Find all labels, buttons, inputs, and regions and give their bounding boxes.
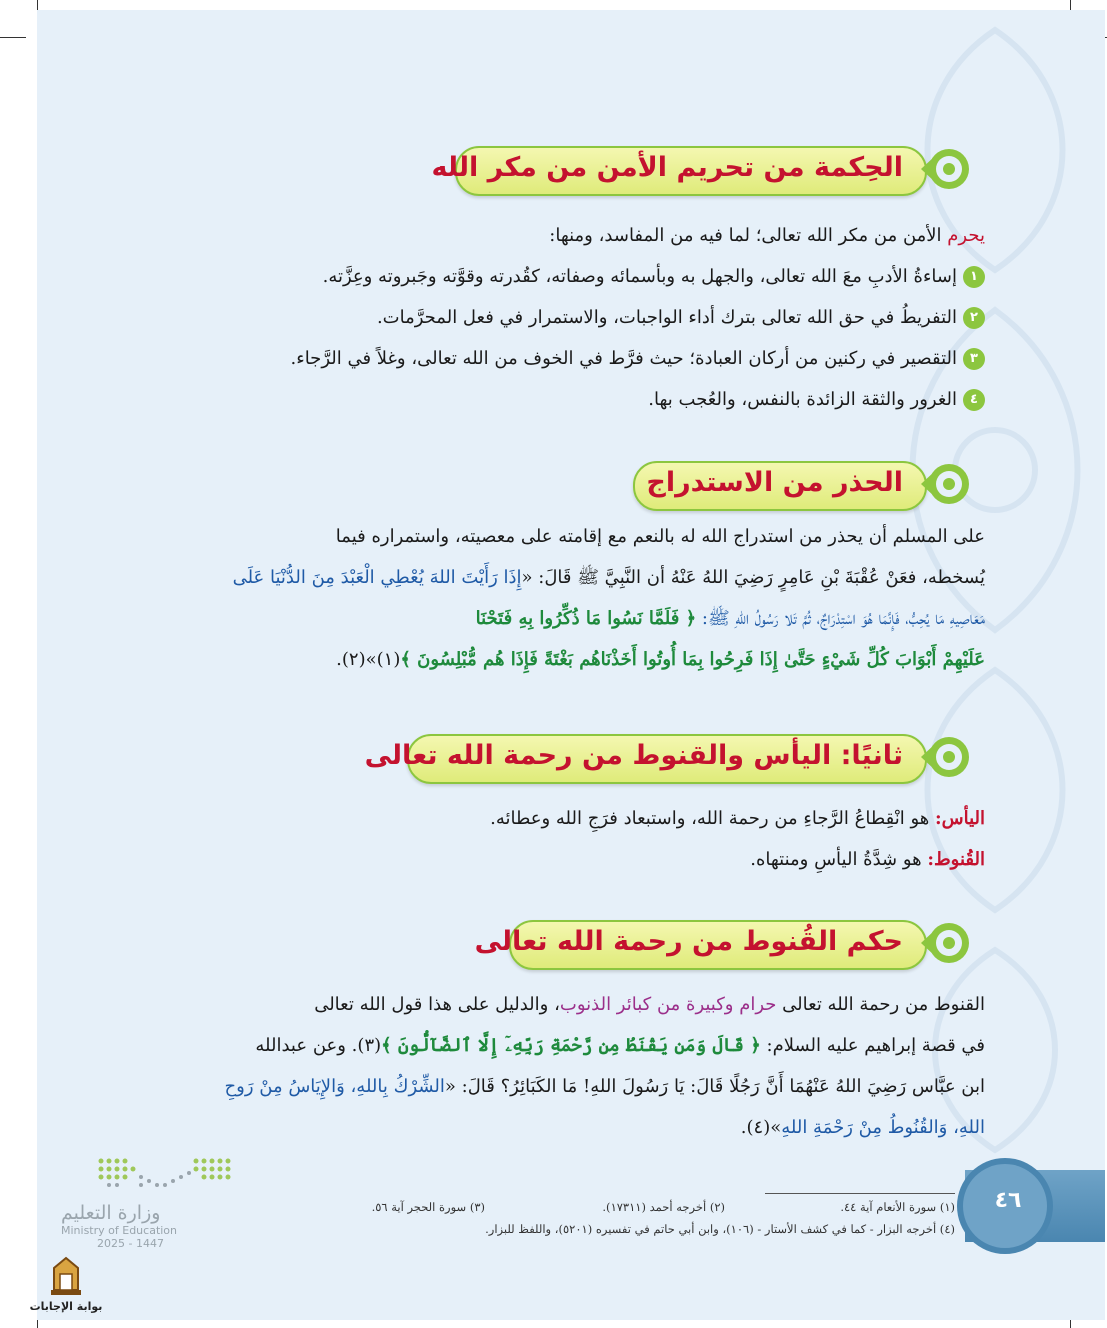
- section2-body: [155, 516, 985, 680]
- footnote-divider: [765, 1193, 955, 1194]
- list-item: [165, 379, 985, 420]
- verse-text: ﴿ فَلَمَّا نَسُوا مَا ذُكِّرُوا بِهِ فَتَحْنَا: [475, 608, 697, 629]
- section-title-text: حكم القُنوط من رحمة الله تعالى: [474, 926, 903, 957]
- footnote-2: (٢) أخرجه أحمد (١٧٣١١).: [602, 1200, 725, 1214]
- paragraph-line: [155, 639, 985, 680]
- crop-mark: [0, 37, 26, 38]
- list-item-text: التفريطُ في حق الله تعالى بترك أداء الواجبات، والاستمرار في فعل المحرَّمات.: [376, 307, 957, 328]
- item-number-badge: ٢: [963, 307, 985, 329]
- section-title-despair: [364, 730, 973, 784]
- term-despair: اليأس:: [934, 808, 985, 829]
- list-item-text: الغرور والثقة الزائدة بالنفس، والعُجب بها.: [648, 389, 957, 410]
- list-item: [165, 256, 985, 297]
- section-title-ruling: [474, 916, 973, 970]
- watermark-text: بوابة الإجابات: [29, 1300, 103, 1313]
- paragraph-line: [155, 1025, 985, 1066]
- hadith-text: إِذَا رَأَيْتَ اللهَ يُعْطِي الْعَبْدَ مِنَ الدُّنْيَا عَلَى: [232, 567, 522, 588]
- footnote-refs: (١)»(٢).: [336, 649, 401, 670]
- item-number-badge: ١: [963, 266, 985, 288]
- paragraph-text: القنوط من رحمة الله تعالى: [776, 994, 985, 1015]
- section-title-text: الحذر من الاستدراج: [646, 467, 903, 498]
- section3-body: [285, 798, 985, 880]
- ministry-logo: [61, 1156, 231, 1250]
- paragraph-text: في قصة إبراهيم عليه السلام:: [760, 1035, 985, 1056]
- footnote-4: (٤) أخرجه البزار - كما في كشف الأستار - (١٠٦)، وابن أبي حاتم في تفسيره (٥٢٠١)، واللفظ للبزار.: [485, 1222, 955, 1236]
- term-qunut: القُنوط:: [927, 849, 985, 870]
- verse-text: ﴿ قَالَ وَمَن يَقْنَطُ مِن رَّحْمَةِ رَبِّهِۦٓ إِلَّا ٱلضَّآلُّونَ ﴾: [381, 1035, 761, 1056]
- paragraph-text: ، والدليل على هذا قول الله تعالى: [314, 994, 560, 1015]
- hadith-text: مَعَاصِيهِ مَا يُحِبُّ، فَإِنَّمَا هُوَ اسْتِدْرَاجٌ، ثُمَّ تَلا رَسُولُ اللهِ ﷺ:: [696, 608, 985, 629]
- paragraph-line: [155, 1107, 985, 1148]
- footnote-3: (٣) سورة الحجر آية ٥٦.: [371, 1200, 485, 1214]
- ministry-name-en: Ministry of Education: [61, 1224, 178, 1237]
- page-number: ٤٦: [994, 1188, 1022, 1213]
- section4-body: [155, 984, 985, 1148]
- list-item-text: إساءةُ الأدبِ معَ الله تعالى، والجهل به وبأسمائه وصفاته، كقُدرته وقوَّته وجَبروته وعِزَّته.: [322, 266, 957, 287]
- intro-text: الأمن من مكر الله تعالى؛ لما فيه من المفاسد، ومنها:: [549, 225, 948, 246]
- flower-badge-icon: [915, 916, 973, 970]
- section1-body: [165, 215, 985, 420]
- ministry-year: 2025 - 1447: [97, 1237, 164, 1250]
- intro-line: [165, 215, 985, 256]
- section-title-text: الحِكمة من تحريم الأمن من مكر الله: [431, 152, 903, 183]
- section-title-text: ثانيًا: اليأس والقنوط من رحمة الله تعالى: [364, 740, 903, 771]
- hadith-text: الشِّرْكُ بِاللهِ، وَالإِيَاسُ مِنْ رَوحِ: [224, 1076, 445, 1097]
- intro-highlight: يحرم: [947, 225, 985, 246]
- paragraph-line: [155, 598, 985, 639]
- definition-line: [285, 839, 985, 880]
- section-title-wisdom: [431, 142, 973, 196]
- verse-text: عَلَيْهِمْ أَبْوَابَ كُلِّ شَيْءٍ حَتَّىٰ إِذَا فَرِحُوا بِمَا أُوتُوا أَخَذْنَاهُم بَغْتَةً فَإِذَا هُم مُّبْلِسُونَ ﴾: [400, 649, 985, 670]
- item-number-badge: ٤: [963, 389, 985, 411]
- paragraph-line: [155, 557, 985, 598]
- item-number-badge: ٣: [963, 348, 985, 370]
- definition-line: [285, 798, 985, 839]
- hadith-text: اللهِ، وَالقُنُوطُ مِنْ رَحْمَةِ اللهِ: [781, 1117, 985, 1138]
- list-item-text: التقصير في ركنين من أركان العبادة؛ حيث فرَّط في الخوف من الله تعالى، وغلاً في الرَّجاء.: [290, 348, 957, 369]
- footnote-refs: »(٤).: [740, 1117, 782, 1138]
- paragraph-line: على المسلم أن يحذر من استدراج الله له بالنعم مع إقامته على معصيته، واستمراره فيما: [335, 526, 985, 547]
- narration-text: ابن عبَّاس رَضِيَ اللهُ عَنْهُمَا أَنَّ رَجُلًا قَالَ: يَا رَسُولَ اللهِ! مَا الكَبَائِرُ؟ قَالَ: «: [444, 1076, 985, 1097]
- definition-text: هو انْقِطاعُ الرَّجاءِ من رحمة الله، واستبعاد فرَجِ الله وعطائه.: [490, 808, 935, 829]
- paragraph-text: (٣). وعن عبدالله: [255, 1035, 382, 1056]
- paragraph-line: [155, 984, 985, 1025]
- ministry-name-ar: وزارة التعليم: [61, 1202, 161, 1224]
- watermark: [26, 1256, 106, 1313]
- textbook-page: [37, 10, 1105, 1320]
- ministry-dots-icon: [96, 1156, 231, 1196]
- list-item: [165, 338, 985, 379]
- flower-badge-icon: [915, 457, 973, 511]
- definition-text: هو شِدَّةُ اليأسِ ومنتهاه.: [750, 849, 928, 870]
- flower-badge-icon: [915, 730, 973, 784]
- flower-badge-icon: [915, 142, 973, 196]
- list-item: [165, 297, 985, 338]
- ruling-highlight: حرام وكبيرة من كبائر الذنوب: [559, 994, 777, 1015]
- paragraph-line: [155, 1066, 985, 1107]
- footnote-1: (١) سورة الأنعام آية ٤٤.: [840, 1200, 955, 1214]
- lantern-logo-icon: [46, 1256, 86, 1298]
- section-title-istidraj: [633, 457, 973, 511]
- narration-text: يُسخطه، فعَنْ عُقْبَةَ بْنِ عَامِرٍ رَضِيَ اللهُ عَنْهُ أن النَّبِيَّ ﷺ قَالَ: «: [521, 567, 985, 588]
